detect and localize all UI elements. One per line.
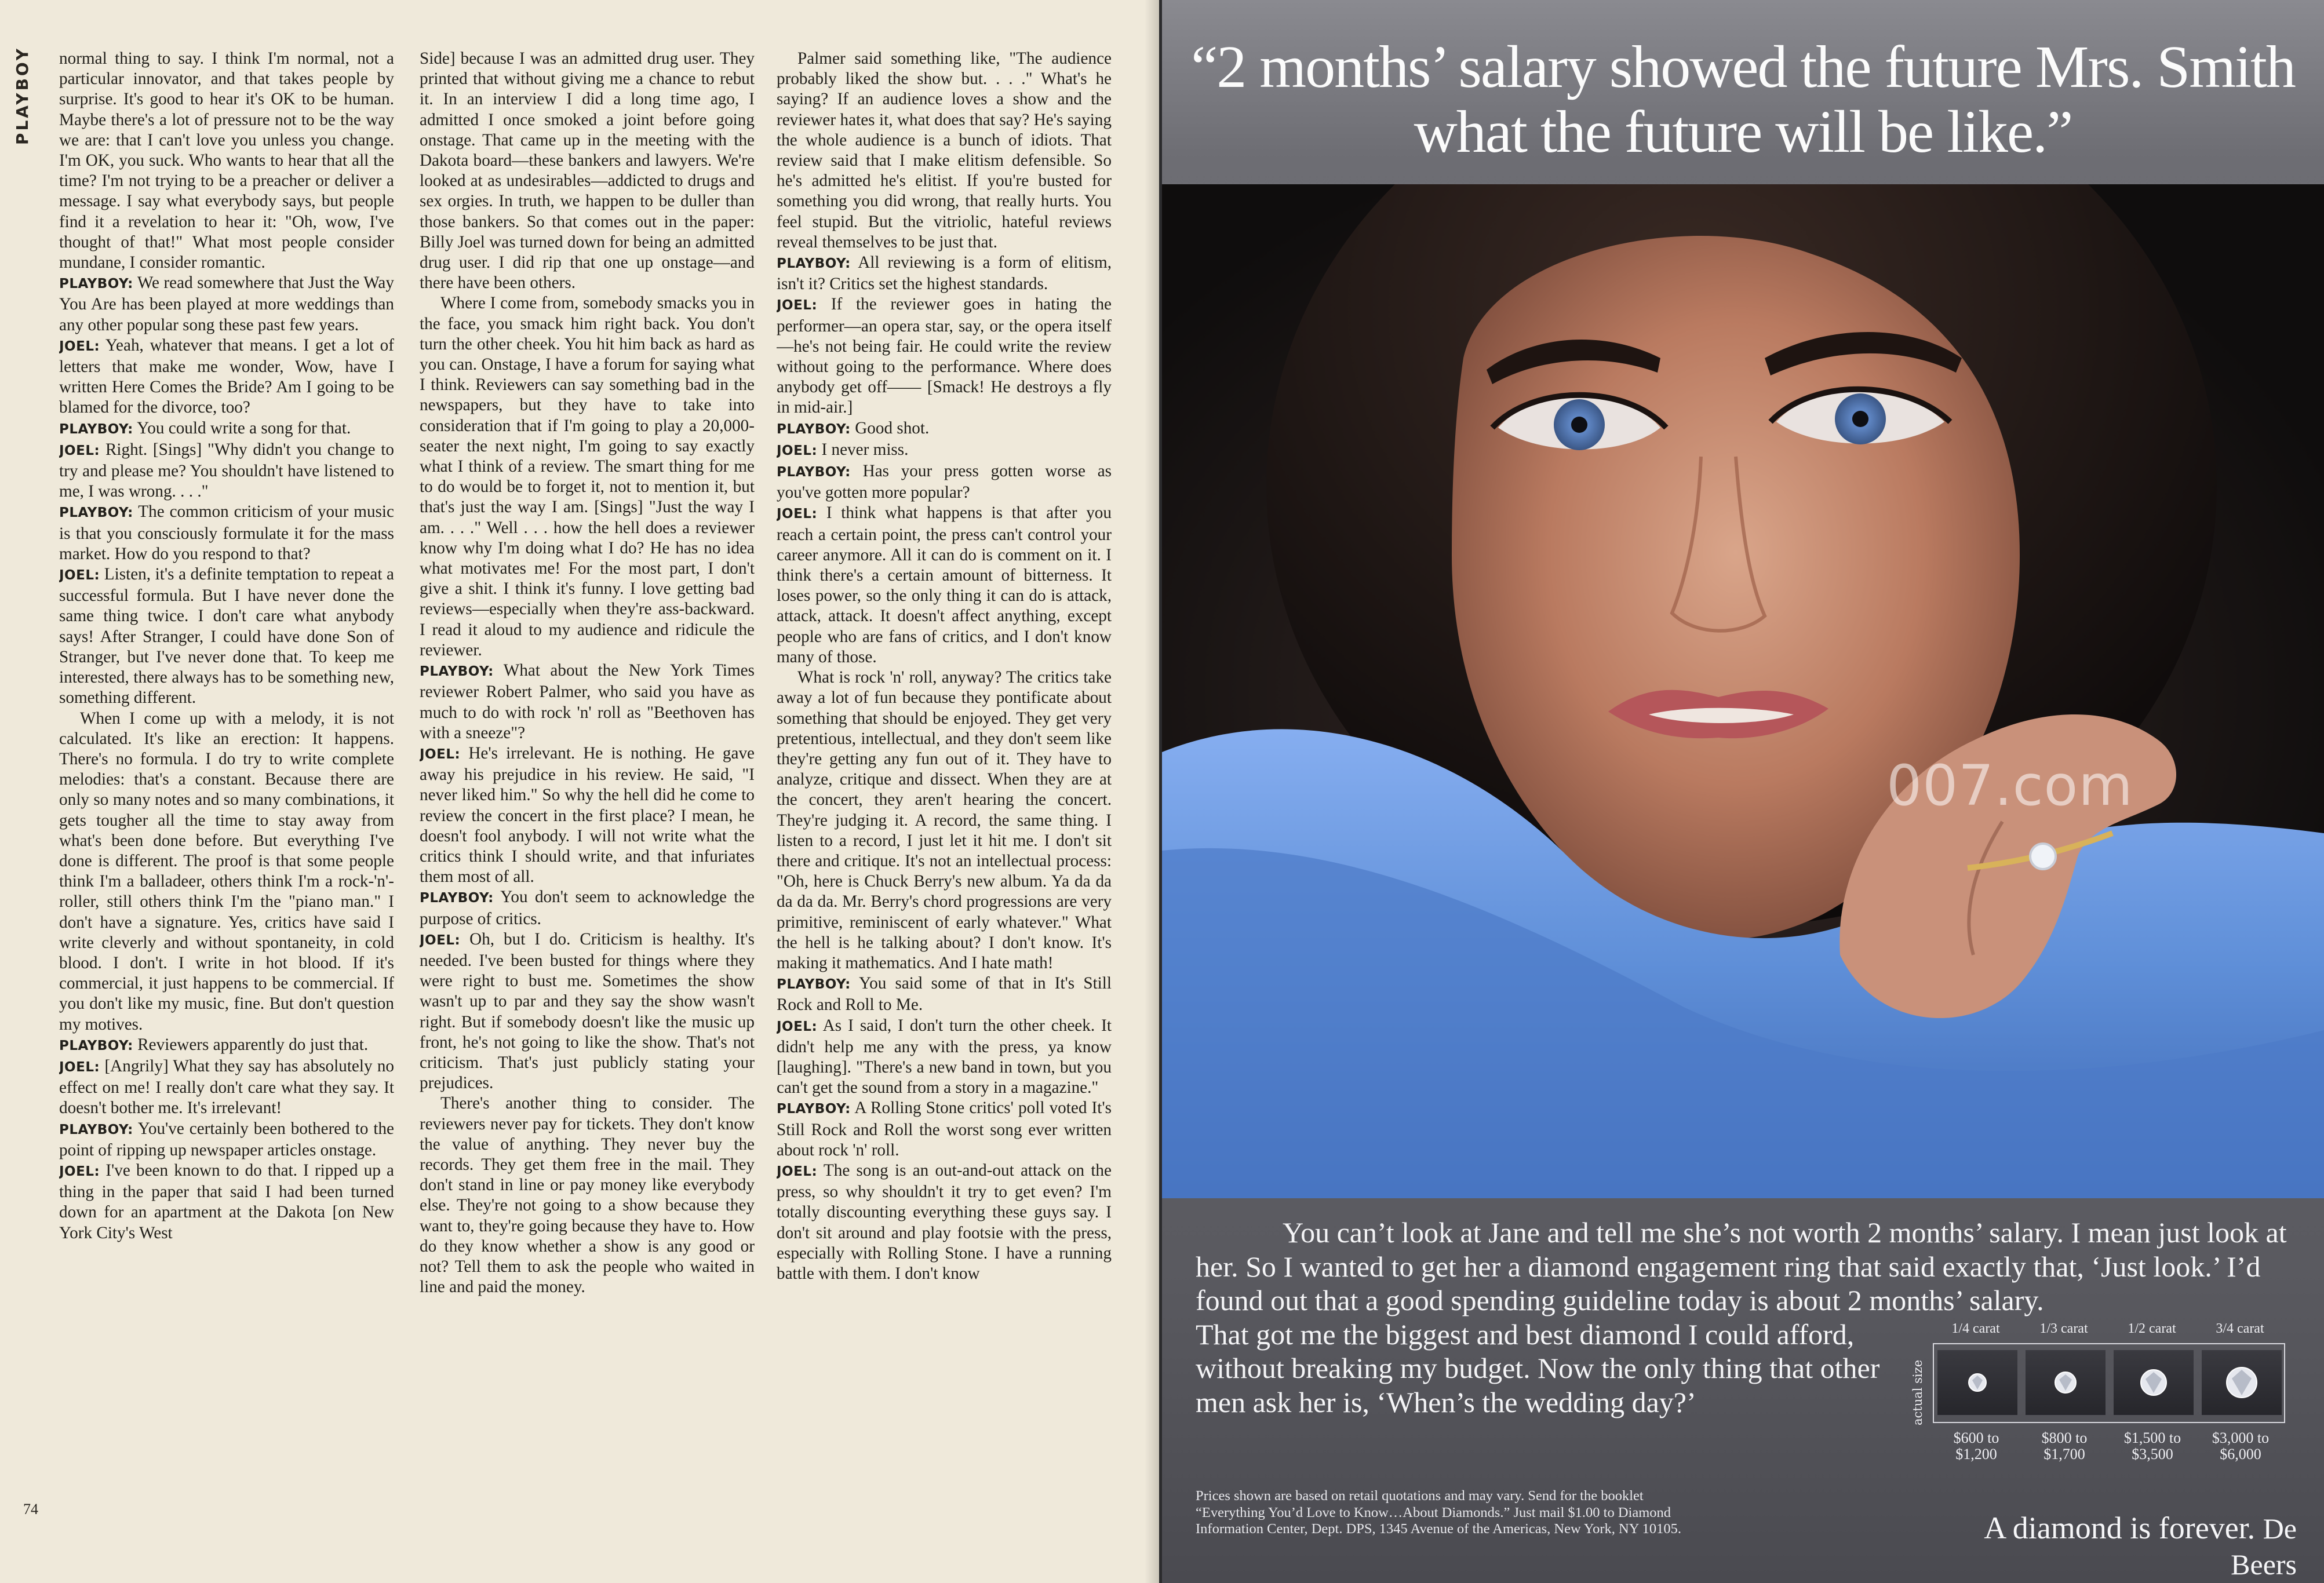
speaker-label: PLAYBOY: [777, 1101, 851, 1117]
diamond-quarter-carat-icon [1937, 1350, 2017, 1415]
speaker-label: JOEL: [59, 568, 100, 583]
diamond-third-carat-icon [2026, 1350, 2106, 1415]
speaker-label: JOEL: [420, 746, 461, 762]
article-paragraph [777, 440, 1112, 461]
speaker-label: PLAYBOY: [59, 1122, 133, 1137]
speaker-label: JOEL: [777, 506, 818, 522]
paragraph-text: Has your press gotten worse as you've gotten more popular? [777, 462, 1112, 502]
paragraph-text: The song is an out-and-out attack on the press, so why shouldn't it try to get even? I'm totally discounting everything these guys say. I don't sit around and play footsie with the press, especially with Rolling Stone. I have a running battle with them. I don't know [777, 1161, 1112, 1283]
paragraph-text: If the reviewer goes in hating the performer—an opera star, say, or the opera itself—he's not being fair. He could write the review without going to the performance. Where does anybody get off—— [Smack! He destroys a fly in mid-air.] [777, 295, 1112, 417]
page-number: 74 [23, 1501, 38, 1518]
article-paragraph [777, 253, 1112, 294]
paragraph-text: All reviewing is a form of elitism, isn't it? Critics set the highest standards. [777, 253, 1112, 294]
diamond-size-chart [1911, 1321, 2286, 1472]
paragraph-text: [Angrily] What they say has absolutely no effect on me! I really don't care what they say. It doesn't bother me. It's irrelevant! [59, 1056, 394, 1118]
article-paragraph [777, 503, 1112, 668]
article-column-2 [420, 49, 755, 1515]
speaker-label: PLAYBOY: [59, 421, 133, 437]
headline-line-1: “2 months’ salary showed the future Mrs. Smith [1191, 34, 2295, 100]
body-text-first: You can’t look at Jane and tell me she’s not worth 2 months’ salary. I mean just look at her. So I wanted to get her a diamond engagement ring that said exactly that, ‘Just look.’ I’d found out that a good spending guideline today is about 2 months’ salary. [1196, 1216, 2287, 1316]
article-paragraph [777, 668, 1112, 973]
paragraph-text: As I said, I don't turn the other cheek. It didn't help me any with the press, ya know [laughing]. "There's a new band in town, but you can't get the sound from a story in a magazine." [777, 1016, 1112, 1097]
body-text-rest: That got me the biggest and best diamond I could afford, without breaking my budget. Now the only thing that other men ask her is, ‘When’s the wedding day?’ [1196, 1318, 1880, 1418]
brand-logo-text: De Beers [2231, 1512, 2297, 1581]
paragraph-text: You could write a song for that. [137, 418, 351, 437]
speaker-label: PLAYBOY: [420, 891, 494, 906]
diamond-chart-frame [1933, 1343, 2285, 1423]
article-paragraph [59, 709, 394, 1035]
paragraph-text: I've been known to do that. I ripped up a thing in the paper that said I had been turned down for an apartment at the Dakota [on New York City's West [59, 1161, 394, 1242]
article-paragraph [777, 461, 1112, 503]
paragraph-text: He's irrelevant. He is nothing. He gave away his prejudice in his review. He said, "I never liked him." So why the hell did he come to review the concert in the first place? I mean, he doesn't fool anybody. I will not write what the critics think I should write, and that infuriates them most of all. [420, 743, 755, 887]
article-paragraph [420, 293, 755, 661]
price-low: $800 to [2041, 1429, 2088, 1446]
price-low: $600 to [1953, 1429, 1999, 1446]
paragraph-text: Good shot. [855, 418, 930, 437]
price-range [2109, 1430, 2196, 1462]
article-column-3 [777, 49, 1112, 1515]
headline-line-2: what the future will be like.” [1414, 99, 2072, 165]
article-paragraph [59, 418, 394, 440]
running-head: PLAYBOY [13, 46, 32, 145]
speaker-label: JOEL: [420, 932, 461, 948]
ad-tagline [1926, 1510, 2297, 1582]
paragraph-text: Palmer said something like, "The audience probably liked the show but. . . ." What's he saying? If an audience loves a show and the reviewer hates it, what does that say? He's saying the whole audience is a bunch of idiots. That review said that I make elitism defensible. So he's admitted he's elitist. If you're busted for something you did wrong, that really hurts. You feel stupid. But the vitriolic, hateful reviews reveal themselves to be just that. [777, 49, 1112, 251]
speaker-label: PLAYBOY: [59, 1038, 133, 1053]
portrait-photo [1162, 184, 2324, 1198]
carat-label: 1/3 carat [2039, 1321, 2088, 1336]
speaker-label: PLAYBOY: [777, 256, 851, 272]
article-paragraph [777, 1016, 1112, 1099]
paragraph-text: Side] because I was an admitted drug user. They printed that without giving me a chance to rebut it. In an interview I did a long time ago, I admitted I once smoked a joint before going onstage. That came up in the meeting with the Dakota board—these bankers and lawyers. We're looked at as undesirables—addicted to drugs and sex orgies. In truth, we happen to be duller than those bankers. So that comes out in the paper: Billy Joel was turned down for being an admitted drug user. I did rip that one up onstage—and there have been others. [420, 49, 755, 293]
paragraph-text: We read somewhere that Just the Way You Are has been played at more weddings than any other popular song these past few years. [59, 273, 394, 334]
ad-headline [1162, 35, 2324, 165]
carat-label: 1/4 carat [1951, 1321, 2000, 1336]
article-paragraph [420, 929, 755, 1094]
paragraph-text: Right. [Sings] "Why didn't you change to try and please me? You shouldn't have listened to me, I was wrong. . . ." [59, 440, 394, 501]
fine-print [1196, 1488, 1891, 1538]
speaker-label: JOEL: [59, 443, 100, 458]
article-paragraph [59, 502, 394, 564]
article-paragraph [777, 1161, 1112, 1284]
speaker-label: PLAYBOY: [420, 664, 494, 680]
price-low: $3,000 to [2212, 1429, 2270, 1446]
fine-print-line: Prices shown are based on retail quotations and may vary. Send for the booklet [1196, 1488, 1644, 1504]
article-paragraph [777, 49, 1112, 253]
paragraph-text: When I come up with a melody, it is not calculated. It's like an erection: It happens. There's no formula. I do try to write complete melodies: that's a constant. Because there are only so many notes and so many combinations, it gets tougher all the time to stay away from what's been done before. But everything I've done is different. The proof is that some people think I'm a balladeer, others think I'm a rock-'n'-roller, still others think I'm the "piano man." I don't have a signature. Yes, critics have said I write cleverly and without spontaneity, in cold blood. I don't. I write in hot blood. If it's commercial, it just happens to be commercial. If you don't like my music, fine. But don't question my motives. [59, 709, 394, 1034]
paragraph-text: Yeah, whatever that means. I get a lot of letters that make me wonder, Wow, have I written Here Comes the Bride? Am I going to be blamed for the divorce, too? [59, 335, 394, 417]
article-paragraph [59, 1056, 394, 1119]
price-range [1933, 1430, 2020, 1462]
article-paragraph [420, 1093, 755, 1297]
article-paragraph [420, 743, 755, 887]
speaker-label: JOEL: [777, 298, 818, 313]
speaker-label: JOEL: [777, 1019, 818, 1034]
article-paragraph [59, 1119, 394, 1161]
fine-print-line: “Everything You’d Love to Know…About Diamonds.” Just mail $1.00 to Diamond [1196, 1504, 1671, 1520]
left-magazine-page [0, 0, 1159, 1583]
article-paragraph [777, 294, 1112, 418]
article-paragraph [420, 49, 755, 293]
article-paragraph [59, 335, 394, 418]
speaker-label: JOEL: [777, 443, 818, 458]
speaker-label: PLAYBOY: [777, 421, 851, 437]
article-paragraph [59, 273, 394, 335]
speaker-label: JOEL: [777, 1163, 818, 1179]
watermark: 007.com [1886, 753, 2133, 818]
paragraph-text: There's another thing to consider. The reviewers never pay for tickets. They don't know the value of anything. They never buy the records. They get them free in the mail. They don't stand in line or pay money like everybody else. They're not going to a show because they want to, they're going because they have to. How do they know whether a show is any good or not? Tell them to ask the people who waited in line and paid the money. [420, 1094, 755, 1297]
article-paragraph [59, 49, 394, 273]
paragraph-text: Listen, it's a definite temptation to repeat a successful formula. But I have never done the same thing twice. I don't care what anybody says! After Stranger, I could have done Son of Stranger, but I've never done that. To keep me interested, there always has to be something new, something different. [59, 565, 394, 707]
price-range [2021, 1430, 2108, 1462]
price-low: $1,500 to [2123, 1429, 2181, 1446]
article-paragraph [420, 887, 755, 929]
article-paragraph [420, 661, 755, 743]
page-gutter-shadow [1145, 0, 1159, 1583]
paragraph-text: Where I come from, somebody smacks you in the face, you smack him right back. You don't turn the other cheek. You hit him back as hard as you can. Onstage, I have a forum for saying what I think. Reviewers can say something bad in the newspapers, but they have to take into consideration that if I'm going to play a 20,000-seater the next night, I'm going to say exactly what I think of a review. The smart thing for me to do would be to forget it, not to mention it, but that's just the way I am. [Sings] "Just the way I am. . . ." Well . . . how the hell does a reviewer know why I'm doing what I do? He has no idea what motivates me! For the most part, I don't give a shit. I think it's funny. I love getting bad reviews—especially when they're ass-backward. I read it aloud to my audience and ridicule the reviewer. [420, 294, 755, 659]
speaker-label: JOEL: [59, 1163, 100, 1179]
debeers-advertisement-page [1162, 0, 2324, 1583]
article-paragraph [777, 1098, 1112, 1161]
paragraph-text: What about the New York Times reviewer Robert Palmer, who said you have as much to do with rock 'n' roll as "Beethoven has with a sneeze"? [420, 661, 755, 742]
paragraph-text: You don't seem to acknowledge the purpose of critics. [420, 888, 755, 928]
article-paragraph [777, 418, 1112, 440]
diamond-half-carat-icon [2114, 1350, 2194, 1415]
slogan: A diamond is forever. [1984, 1511, 2256, 1545]
article-paragraph [59, 564, 394, 708]
carat-label: 1/2 carat [2128, 1321, 2176, 1336]
price-high: $1,200 [1955, 1446, 1997, 1462]
price-high: $1,700 [2043, 1446, 2085, 1462]
paragraph-text: I never miss. [821, 440, 909, 459]
price-high: $6,000 [2220, 1446, 2261, 1462]
speaker-label: PLAYBOY: [777, 977, 851, 993]
article-paragraph [59, 1035, 394, 1056]
speaker-label: JOEL: [59, 1059, 100, 1075]
article-paragraph [59, 1161, 394, 1243]
price-range [2197, 1430, 2284, 1462]
price-high: $3,500 [2132, 1446, 2173, 1462]
carat-label: 3/4 carat [2216, 1321, 2264, 1336]
paragraph-text: I think what happens is that after you reach a certain point, the press can't control your career anymore. All it can do is comment on it. I think there's a certain amount of bitterness. It loses power, so the only thing it can do is attack, attack, attack. It doesn't affect anything, except people who are fans of critics, and I don't know many of those. [777, 504, 1112, 666]
speaker-label: PLAYBOY: [777, 465, 851, 480]
actual-size-label: actual size [1911, 1359, 1925, 1425]
article-column-1 [59, 49, 394, 1515]
paragraph-text: A Rolling Stone critics' poll voted It's Still Rock and Roll the worst song ever written about rock 'n' roll. [777, 1099, 1112, 1159]
fine-print-line: Information Center, Dept. DPS, 1345 Avenue of the Americas, New York, NY 10105. [1196, 1521, 1682, 1537]
paragraph-text: Oh, but I do. Criticism is healthy. It's needed. I've been busted for things where they were right to bust me. Sometimes the show wasn't up to par and they say the show wasn't right. But if somebody doesn't like the music up front, he's not going to like the show. That's not criticism. That's just publicly stating your prejudices. [420, 929, 755, 1093]
speaker-label: JOEL: [59, 338, 100, 354]
woman-portrait-illustration [1162, 184, 2324, 1198]
article-paragraph [59, 440, 394, 502]
speaker-label: PLAYBOY: [59, 276, 133, 292]
diamond-three-quarter-carat-icon [2202, 1350, 2282, 1415]
paragraph-text: Reviewers apparently do just that. [137, 1035, 369, 1054]
paragraph-text: normal thing to say. I think I'm normal, not a particular innovator, and that takes people by surprise. It's good to hear it's OK to be human. Maybe there's a lot of pressure not to be the way we are: that I can't love you unless you change. I'm OK, you suck. Who wants to hear that all the time? I'm not trying to be a preacher or deliver a message. I say what everybody says, but people find it a revelation to hear it: "Oh, wow, I've thought of that!" What most people consider mundane, I consider romantic. [59, 49, 394, 272]
article-paragraph [777, 973, 1112, 1015]
paragraph-text: The common criticism of your music is that you consciously formulate it for the mass market. How do you respond to that? [59, 502, 394, 563]
paragraph-text: You've certainly been bothered to the point of ripping up newspaper articles onstage. [59, 1119, 394, 1159]
paragraph-text: You said some of that in It's Still Rock and Roll to Me. [777, 974, 1112, 1015]
paragraph-text: What is rock 'n' roll, anyway? The critics take away a lot of fun because they pontificate about something that should be enjoyed. They get very pretentious, intellectual, and they don't seem like they're getting any fun out of it. They have to analyze, critique and dissect. When they are at the concert, they aren't hearing the concert. They're judging it. A record, the same thing. I listen to a record, I just let it hit me. I don't sit there and critique. It's not an intellectual process: "Oh, here is Chuck Berry's new album. Ya da da da da da. Mr. Berry's chord progressions are very primitive, reminiscent of early whatever." What the hell is he talking about? I don't know. It's making it mathematics. And I hate math! [777, 668, 1112, 972]
speaker-label: PLAYBOY: [59, 505, 133, 521]
